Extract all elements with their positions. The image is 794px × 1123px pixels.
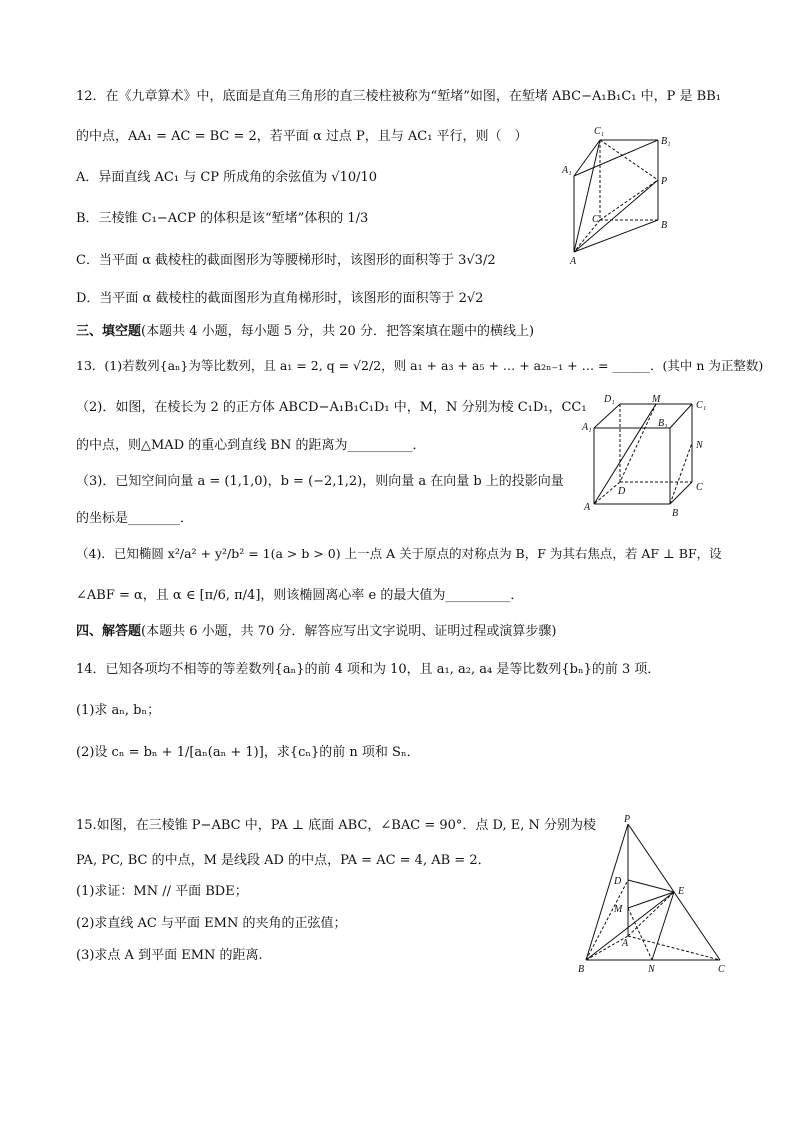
fig2-label-n: N <box>696 440 703 451</box>
q14-part1: (1)求 aₙ, bₙ； <box>76 703 161 718</box>
fig2-label-a1: A₁ <box>582 422 592 433</box>
q13-part4-line1: （4)．已知椭圆 x²/a² + y²/b² = 1(a > b > 0) 上一点 A 关于原点的对称点为 B，F 为其右焦点，若 AF ⊥ BF，设 <box>76 546 722 561</box>
fig1-label-a1: A₁ <box>562 165 572 176</box>
q15-stem-line1: 15.如图，在三棱锥 P−ABC 中，PA ⊥ 底面 ABC，∠BAC = 90°．点 D, E, N 分别为棱 <box>76 818 597 833</box>
q13-part3-line2: 的坐标是________． <box>76 511 194 526</box>
fig3-label-e: E <box>678 886 685 897</box>
fig2-label-d1: D₁ <box>604 394 615 405</box>
section-3-note: (本题共 4 小题，每小题 5 分，共 20 分．把答案填在题中的横线上) <box>141 324 535 339</box>
q15-part2: (2)求直线 AC 与平面 EMN 的夹角的正弦值； <box>76 916 347 931</box>
fig1-label-b: B <box>661 220 668 231</box>
fig1-label-c: C <box>592 214 599 225</box>
fig2-label-c1: C₁ <box>696 400 707 411</box>
section-4-heading <box>76 624 557 640</box>
q13-part2-line2: 的中点，则△MAD 的重心到直线 BN 的距离为__________． <box>76 438 426 453</box>
fig3-label-b: B <box>578 964 585 975</box>
q12-stem-line2: 的中点，AA₁ = AC = BC = 2，若平面 α 过点 P，且与 AC₁ 平行，则（ ） <box>76 129 528 144</box>
fig2-label-d: D <box>618 486 626 497</box>
fig3-label-a: A <box>622 938 629 949</box>
fig3-label-m: M <box>614 904 623 915</box>
fig3-label-c: C <box>718 964 725 975</box>
fig2-label-c: C <box>696 482 703 493</box>
fig1-label-p: P <box>661 176 668 187</box>
prism-figure <box>558 118 688 268</box>
fig2-label-b1: B₁ <box>658 418 668 429</box>
q14-stem: 14．已知各项均不相等的等差数列{aₙ}的前 4 项和为 10，且 a₁, a₂, a₄ 是等比数列{bₙ}的前 3 项． <box>76 662 661 677</box>
fig2-label-m: M <box>652 394 661 405</box>
fig3-label-n: N <box>648 964 655 975</box>
q13-part2-line1: （2)．如图，在棱长为 2 的正方体 ABCD−A₁B₁C₁D₁ 中，M，N 分别为棱 C₁D₁，CC₁ <box>76 400 587 415</box>
fig3-label-d: D <box>614 876 622 887</box>
section-3-title: 三、填空题 <box>76 324 142 339</box>
q12-option-d: D．当平面 α 截棱柱的截面图形为直角梯形时，该图形的面积等于 2√2 <box>76 291 484 306</box>
q13-part4-line2: ∠ABF = α，且 α ∈ [π/6, π/4]，则该椭圆离心率 e 的最大值为__________． <box>76 588 524 603</box>
q14-part2: (2)设 cₙ = bₙ + 1/[aₙ(aₙ + 1)]，求{cₙ}的前 n 项和 Sₙ． <box>76 745 420 760</box>
section-4-title: 四、解答题 <box>76 624 142 639</box>
q12-option-a: A．异面直线 AC₁ 与 CP 所成角的余弦值为 √10/10 <box>76 170 378 185</box>
q12-stem-line1: 12．在《九章算术》中，底面是直角三角形的直三棱柱被称为“堑堵”如图，在堑堵 ABC−A₁B₁C₁ 中，P 是 BB₁ <box>76 89 721 104</box>
q12-option-c: C．当平面 α 截棱柱的截面图形为等腰梯形时，该图形的面积等于 3√3/2 <box>76 253 496 268</box>
fig1-label-b1: B₁ <box>661 136 671 147</box>
fig2-label-b: B <box>672 508 679 519</box>
q13-part3-line1: （3)．已知空间向量 a = (1,1,0)，b = (−2,1,2)，则向量 a 在向量 b 上的投影向量 <box>76 474 564 489</box>
fig1-label-a: A <box>570 256 577 267</box>
pyramid-figure <box>574 812 734 980</box>
q12-option-b: B．三棱锥 C₁−ACP 的体积是该“堑堵”体积的 1/3 <box>76 211 369 226</box>
q15-stem-line2: PA, PC, BC 的中点，M 是线段 AD 的中点，PA = AC = 4, AB = 2． <box>76 853 491 868</box>
fig3-label-p: P <box>624 814 631 825</box>
cube-figure <box>580 392 720 522</box>
fig2-label-a: A <box>584 502 591 513</box>
q15-part3: (3)求点 A 到平面 EMN 的距离. <box>76 948 263 963</box>
q13-part1: 13．(1)若数列{aₙ}为等比数列，且 a₁ = 2, q = √2/2，则 a₁ + a₃ + a₅ + … + a₂ₙ₋₁ + … = ______．(其中 n 为正整数) <box>76 358 764 373</box>
section-3-heading <box>76 324 534 340</box>
section-4-note: (本题共 6 小题，共 70 分．解答应写出文字说明、证明过程或演算步骤) <box>141 624 557 639</box>
q15-part1: (1)求证：MN // 平面 BDE； <box>76 884 248 899</box>
fig1-label-c1: C₁ <box>594 126 605 137</box>
